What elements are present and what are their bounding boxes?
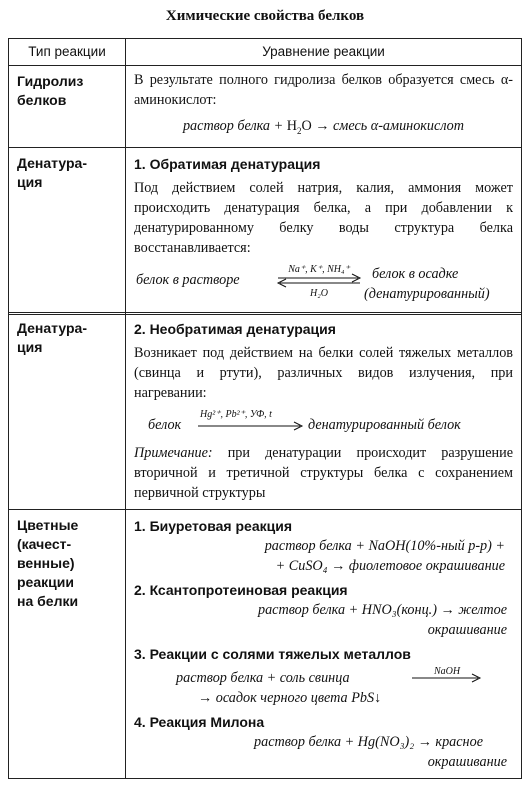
type-label-line: венные): [17, 555, 75, 571]
water-formula: $H_2O$: [286, 118, 312, 136]
section-header: 1. Обратимая денатурация: [134, 155, 321, 172]
table-row-denaturation-irreversible: [9, 313, 522, 510]
equation-right: белок в осадке: [372, 265, 459, 282]
cell-equation-hydrolysis: [126, 66, 522, 148]
irreversible-equation: [134, 409, 513, 437]
denaturation-note: [134, 443, 513, 503]
type-label-line: ция: [17, 173, 43, 190]
heavy-metals-equation-line2: → осадок черного цвета PbS↓: [198, 690, 382, 706]
type-label-line: реакции: [17, 574, 74, 590]
xanthoprotein-equation-line2: окрашивание: [427, 622, 507, 638]
arrow-label: NaOH: [434, 666, 461, 677]
table-row-denaturation-reversible: [9, 147, 522, 314]
type-label-line: Денатура-: [17, 154, 87, 171]
note-text: при денатурации происходит разрушение вторичной и третичной структуры белка с сохранением первичной структуры: [134, 445, 513, 501]
millon-equation-line2: окрашивание: [427, 754, 507, 770]
section-header-millon: 4. Реакция Милона: [134, 714, 265, 730]
section-header-xanthoprotein: 2. Ксантопротеиновая реакция: [134, 582, 348, 598]
column-header-equation: Уравнение реакции: [126, 39, 522, 66]
properties-table-2: [8, 312, 522, 779]
equation-left: белок в растворе: [136, 271, 240, 288]
millon-equation-line1: раствор белка + Hg(NO₃)₂ → красное: [254, 734, 483, 750]
hydrolysis-text: В результате полного гидролиза белков образуется смесь α-аминокислот:: [134, 72, 513, 108]
equation-left: раствор белка + соль свинца: [176, 670, 350, 686]
arrow-label-top: Na⁺, K⁺, NH₄⁺: [288, 263, 350, 275]
table-row-color-reactions: [9, 510, 522, 779]
type-label-line: (качест-: [17, 536, 72, 552]
section-header: 2. Необратимая денатурация: [134, 321, 336, 337]
cell-type-color-reactions: [9, 510, 126, 779]
biuret-equation-line1: раствор белка + NaOH(10%-ный р-р) +: [264, 538, 505, 554]
reversible-equation: [134, 264, 513, 308]
section-header-heavy-metals: 3. Реакции с солями тяжелых металлов: [134, 646, 411, 662]
arrow-label-bottom: H₂O: [310, 287, 328, 299]
type-label-line: Денатура-: [17, 320, 87, 336]
hydrolysis-equation: [134, 116, 513, 141]
reversible-arrow-icon: [276, 263, 362, 299]
type-label-line: белков: [17, 92, 67, 108]
table-header-row: [9, 39, 522, 66]
equation-left: белок: [148, 417, 182, 433]
arrow-label: Hg²⁺, Pb²⁺, УФ, t: [200, 409, 272, 420]
denaturation-text: Возникает под действием на белки солей тяжелых металлов (свинца и ртути), различных видов излучения, при нагревании:: [134, 345, 513, 401]
reaction-arrow-icon: [196, 409, 306, 437]
type-label-line: на белки: [17, 593, 79, 609]
heavy-metals-equation-line1: [134, 664, 513, 688]
equation-right: смесь α-аминокислот: [332, 118, 465, 134]
equation-left: раствор белка +: [182, 118, 287, 134]
cell-equation-denaturation-irreversible: [126, 313, 522, 510]
type-label-line: Цветные: [17, 517, 79, 533]
equation-right-note: (денатурированный): [364, 285, 490, 302]
type-label-line: Гидролиз: [17, 73, 84, 89]
reaction-arrow-icon: [410, 662, 484, 688]
properties-table-1: [8, 38, 522, 315]
reaction-arrow-icon: →: [315, 118, 330, 134]
xanthoprotein-equation-line1: раствор белка + HNO₃(конц.) → желтое: [257, 602, 507, 618]
note-label: Примечание:: [134, 445, 213, 461]
cell-type-hydrolysis: [9, 66, 126, 148]
cell-equation-denaturation-reversible: [126, 147, 522, 314]
cell-type-denaturation: [9, 147, 126, 314]
biuret-equation-line2: + CuSO₄ → фиолетовое окрашивание: [275, 558, 505, 574]
cell-type-denaturation: [9, 313, 126, 510]
section-header-biuret: 1. Биуретовая реакция: [134, 518, 292, 534]
type-label-line: ция: [17, 339, 43, 355]
denaturation-text: Под действием солей натрия, калия, аммония может происходить денатурация белка, а при добавлении к денатурированному белку воды структура белка восстанавливается:: [134, 179, 513, 256]
page-title: Химические свойства белков: [165, 8, 365, 24]
equation-right: денатурированный белок: [308, 417, 461, 433]
column-header-type: Тип реакции: [9, 39, 126, 66]
table-row-hydrolysis: [9, 66, 522, 148]
cell-equation-color-reactions: [126, 510, 522, 779]
